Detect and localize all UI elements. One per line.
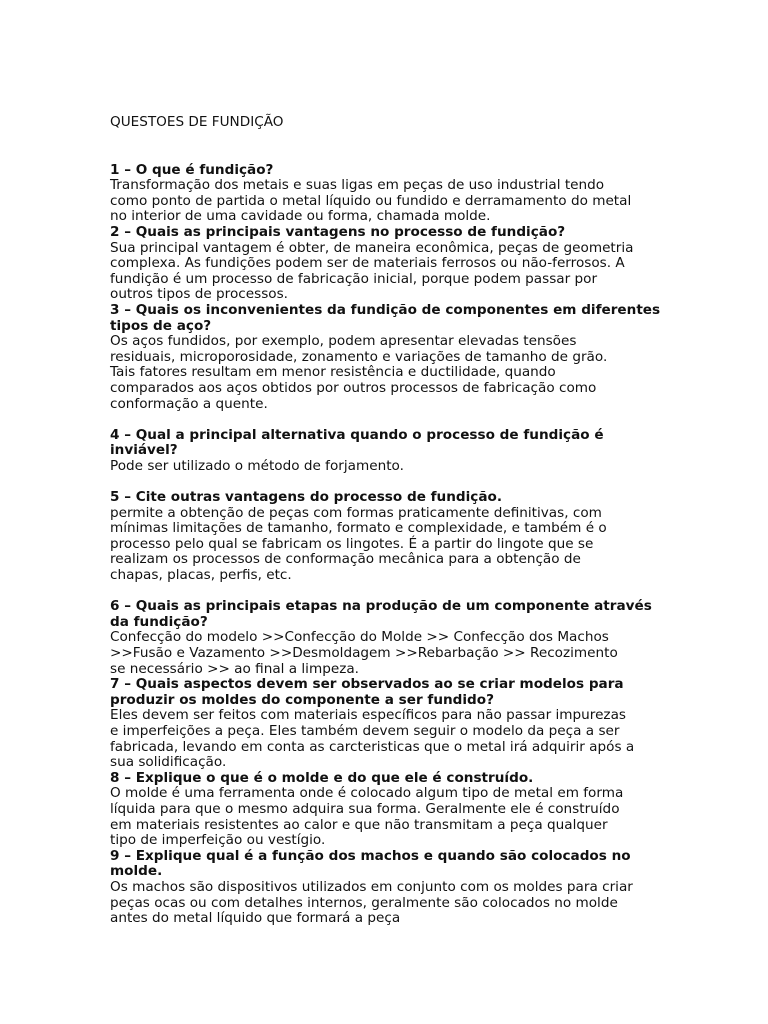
answer-line: no interior de uma cavidade ou forma, chamada molde.: [110, 208, 491, 225]
answer-line: Sua principal vantagem é obter, de maneira econômica, peças de geometria: [110, 239, 634, 256]
qa-item: [110, 163, 670, 225]
answer-line: sua solidificação.: [110, 754, 227, 771]
answer-line: complexa. As fundições podem ser de materiais ferrosos ou não-ferrosos. A: [110, 255, 625, 272]
answer-line: fundição é um processo de fabricação inicial, porque podem passar por: [110, 270, 598, 287]
answer-line: permite a obtenção de peças com formas praticamente definitivas, com: [110, 504, 602, 521]
answer-line: Pode ser utilizado o método de forjamento.: [110, 457, 404, 474]
question-text: 9 – Explique qual é a função dos machos e quando são colocados no molde.: [110, 847, 631, 880]
answer-line: fabricada, levando em conta as carcteristicas que o metal irá adquirir após a: [110, 738, 635, 755]
question-text: 4 – Qual a principal alternativa quando o processo de fundição é inviável?: [110, 426, 604, 459]
qa-list: [110, 163, 670, 927]
answer-line: antes do metal líquido que formará a peça: [110, 910, 401, 927]
document-page: [110, 115, 670, 927]
qa-item: [110, 677, 670, 771]
qa-item: [110, 849, 670, 927]
question-text: 8 – Explique o que é o molde e do que ele é construído.: [110, 769, 534, 786]
answer-text: [110, 880, 670, 927]
answer-line: comparados aos aços obtidos por outros processos de fabricação como: [110, 379, 597, 396]
answer-line: realizam os processos de conformação mecânica para a obtenção de: [110, 551, 581, 568]
answer-line: >>Fusão e Vazamento >>Desmoldagem >>Rebarbação >> Recozimento: [110, 645, 618, 661]
answer-line: líquida para que o mesmo adquira sua forma. Geralmente ele é construído: [110, 800, 620, 817]
answer-line: em materiais resistentes ao calor e que não transmitam a peça qualquer: [110, 816, 608, 833]
answer-text: [110, 459, 670, 475]
answer-line: Eles devem ser feitos com materiais específicos para não passar impurezas: [110, 707, 626, 724]
answer-text: [110, 334, 670, 412]
qa-item: [110, 599, 670, 677]
answer-text: [110, 630, 670, 677]
question-text: 1 – O que é fundição?: [110, 161, 274, 178]
document-title: QUESTOES DE FUNDIÇÃO: [110, 114, 284, 130]
answer-text: [110, 786, 670, 848]
answer-line: Tais fatores resultam em menor resistência e ductilidade, quando: [110, 364, 556, 381]
answer-text: [110, 506, 670, 584]
question-text: 3 – Quais os inconvenientes da fundição de componentes em diferentes tipos de aço?: [110, 301, 661, 334]
question-text: 5 – Cite outras vantagens do processo de fundição.: [110, 489, 503, 506]
answer-line: mínimas limitações de tamanho, formato e complexidade, e também é o: [110, 520, 607, 537]
answer-line: O molde é uma ferramenta onde é colocado algum tipo de metal em forma: [110, 785, 624, 802]
answer-line: residuais, microporosidade, zonamento e variações de tamanho de grão.: [110, 348, 608, 365]
answer-line: se necessário >> ao final a limpeza.: [110, 660, 359, 677]
question-text: 6 – Quais as principais etapas na produção de um componente através da fundição?: [110, 598, 652, 630]
answer-line: Os aços fundidos, por exemplo, podem apresentar elevadas tensões: [110, 333, 577, 350]
qa-item: [110, 490, 670, 584]
answer-line: conformação a quente.: [110, 395, 268, 412]
answer-line: processo pelo qual se fabricam os lingotes. É a partir do lingote que se: [110, 535, 594, 552]
answer-line: tipo de imperfeição ou vestígio.: [110, 832, 326, 849]
answer-text: [110, 708, 670, 770]
answer-line: Os machos são dispositivos utilizados em conjunto com os moldes para criar: [110, 878, 633, 895]
question-text: 7 – Quais aspectos devem ser observados ao se criar modelos para produzir os moldes do componente a ser fundido?: [110, 676, 624, 708]
qa-item: [110, 771, 670, 849]
answer-line: chapas, placas, perfis, etc.: [110, 567, 292, 584]
answer-text: [110, 178, 670, 225]
question-text: 2 – Quais as principais vantagens no processo de fundição?: [110, 223, 566, 240]
answer-line: Confecção do modelo >>Confecção do Molde >> Confecção dos Machos: [110, 629, 609, 646]
answer-line: Transformação dos metais e suas ligas em peças de uso industrial tendo: [110, 177, 605, 194]
answer-text: [110, 241, 670, 303]
answer-line: como ponto de partida o metal líquido ou fundido e derramamento do metal: [110, 192, 632, 209]
qa-item: [110, 428, 670, 475]
qa-item: [110, 303, 670, 412]
answer-line: peças ocas ou com detalhes internos, geralmente são colocados no molde: [110, 894, 618, 911]
qa-item: [110, 225, 670, 303]
answer-line: e imperfeições a peça. Eles também devem seguir o modelo da peça a ser: [110, 722, 620, 739]
answer-line: outros tipos de processos.: [110, 286, 288, 303]
